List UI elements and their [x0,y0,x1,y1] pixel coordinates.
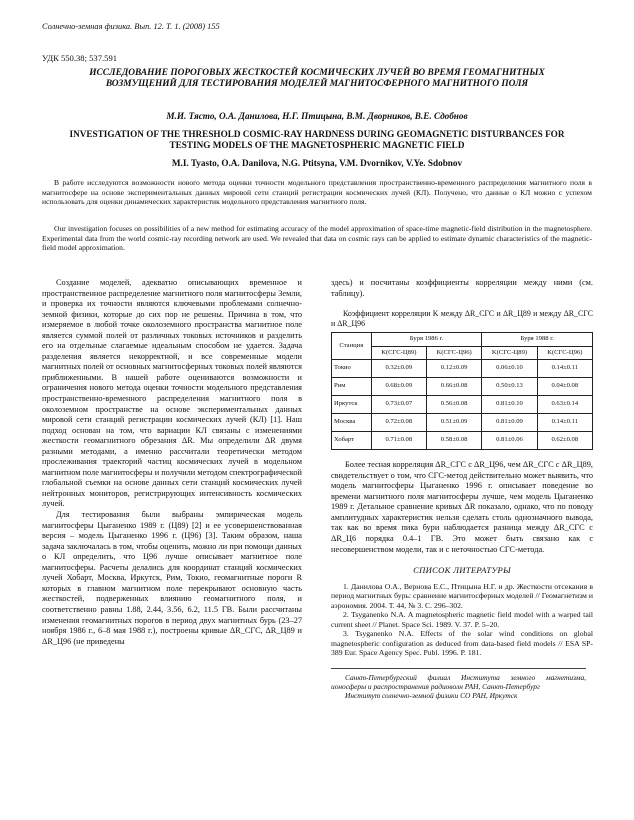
abstract-russian: В работе исследуются возможности нового метода оценки точности модельного представления пространственно-временного распределения магнитного поля в магнитосфере на основе экспериментальных данных мировой сети станций регистрации космических лучей (КЛ). Получено, что данные о КЛ можно с успехом использовать для оценки динамических характеристик модельного представления магнитного поля. [42,178,592,207]
reference-item: 2. Tsyganenko N.A. A magnetospheric magnetic field model with a warped tail current sheet // Planet. Space Sci. 1989. V. 37. P. 5–20. [331,610,593,629]
body-paragraph: Для тестирования были выбраны эмпирическая модель магнитосферы Цыганенко 1989 г. (Ц89) [2] и ее усовершенствованная версия – модель Цыганенко 1996 г. (Ц96) [3]. Таким образом, наша задача заключалась в том, чтобы оценить, можно ли при помощи данных о КЛ определить, что Ц96 лучше описывает магнитное поле магнитосферы. Расчеты делались для координат станций космических лучей Хобарт, Москва, Иркутск, Рим, Токио, геомагнитные пороги R которых в главном магнитном поле перекрывают основную часть жесткостей, подверженных влиянию геомагнитного поля, и соответственно равны 1.88, 2.44, 3.56, 6.2, 11.5 ГВ. Были рассчитаны изменения геомагнитных порогов в период двух магнитных бурь (23–27 ноября 1986 г., 6–8 мая 1988 г.), построены кривые ΔR_СГС, ΔR_Ц89 и ΔR_Ц96 (не приведены [42,510,302,646]
table-header-station: Станция [332,333,372,360]
station-cell: Иркутск [332,396,372,414]
value-cell: 0.81±0.06 [482,432,537,450]
value-cell: 0.68±0.09 [371,378,426,396]
value-cell: 0.72±0.08 [371,414,426,432]
affiliations [331,668,586,701]
station-cell: Токио [332,360,372,378]
table-col-header: K(СГС-Ц89) [482,346,537,360]
body-paragraph: Более тесная корреляция ΔR_СГС с ΔR_Ц96, чем ΔR_СГС с ΔR_Ц89, свидетельствует о том, что СГС-метод действительно может выявить, что модель магнитосферы Цыганенко 1996 г. описывает поведение во времени магнитного поля магнитосферы лучше, чем модель Цыганенко 1989 г. Детальное сравнение кривых ΔR показало, однако, что по поводу амплитудных характеристик нельзя сделать столь однозначного вывода, так как во время пика бури наблюдается разница между ΔR_СГС с ΔR_Ц6 порядка 0.4–1 ГВ. Это может быть связано как с несовершенством модели, так и с неточностью СГС-метода. [331,460,593,554]
value-cell: 0.14±0.11 [537,414,592,432]
value-cell: 0.32±0.09 [371,360,426,378]
table-row [332,414,593,432]
value-cell: 0.50±0.13 [482,378,537,396]
station-cell: Рим [332,378,372,396]
references-heading: СПИСОК ЛИТЕРАТУРЫ [413,565,511,576]
value-cell: 0.81±0.09 [482,414,537,432]
correlation-table [331,332,593,450]
value-cell: 0.62±0.08 [537,432,592,450]
table-row [332,396,593,414]
station-cell: Москва [332,414,372,432]
title-english: INVESTIGATION OF THE THRESHOLD COSMIC-RAY HARDNESS DURING GEOMAGNETIC DISTURBANCES FOR TESTING MODELS OF THE MAGNETOSPHERIC MAGNETIC FIELD [69,129,565,150]
body-paragraph: здесь) и посчитаны коэффициенты корреляции между ними (см. таблицу). [331,278,593,298]
table-caption: Коэффициент корреляции K между ΔR_СГС и ΔR_Ц89 и между ΔR_СГС и ΔR_Ц96 [331,309,593,329]
value-cell: 0.06±0.10 [482,360,537,378]
references-list [331,582,593,658]
reference-item: 1. Данилова О.А., Вернова Е.С., Птицына Н.Г. и др. Жесткости отсекания в период магнитных бурь: сравнение магнитосферных моделей // Геомагнетизм и аэрономия. 2004. Т. 44, № 3. С. 296–302. [331,581,593,610]
value-cell: 0.63±0.14 [537,396,592,414]
value-cell: 0.56±0.08 [426,396,481,414]
abstract-english: Our investigation focuses on possibilities of a new method for estimating accuracy of the model approximation of space-time magnetic-field distribution in the magnetosphere. Experimental data from the world cosmic-ray recording network are used. We revealed that data on cosmic rays can be applied to estimate dynamic characteristics of the magnetic-field model approximation. [42,224,592,253]
table-header-storm-1988: Буря 1988 г. [482,333,593,347]
value-cell: 0.14±0.11 [537,360,592,378]
authors-english: M.I. Tyasto, O.A. Danilova, N.G. Ptitsyna, V.M. Dvornikov, V.Ye. Sdobnov [171,158,463,168]
table-col-header: K(СГС-Ц96) [426,346,481,360]
affiliation-item: Институт солнечно-земной физики СО РАН, Иркутск [345,691,518,701]
value-cell: 0.71±0.08 [371,432,426,450]
table-col-header: K(СГС-Ц96) [537,346,592,360]
table-row [332,378,593,396]
affiliation-item: Санкт-Петербургский филиал Института земного магнетизма, ионосферы и распространения радиоволн РАН, Санкт-Петербург [331,672,586,691]
value-cell: 0.12±0.09 [426,360,481,378]
right-column [331,278,593,701]
table-header-storm-1986: Буря 1986 г. [371,333,482,347]
table-col-header: K(СГС-Ц89) [371,346,426,360]
reference-item: 3. Tsyganenko N.A. Effects of the solar wind conditions on global magnetospheric configuration as deduced from data-based field models // ESA SP-389 Eur. Space Agency Spec. Publ. 1996. P. 181. [331,629,593,658]
value-cell: 0.73±0.07 [371,396,426,414]
value-cell: 0.04±0.08 [537,378,592,396]
table-row [332,360,593,378]
left-column [42,278,302,647]
station-cell: Хобарт [332,432,372,450]
udc-code: УДК 550.38; 537.591 [42,53,118,63]
title-russian: ИССЛЕДОВАНИЕ ПОРОГОВЫХ ЖЕСТКОСТЕЙ КОСМИЧЕСКИХ ЛУЧЕЙ ВО ВРЕМЯ ГЕОМАГНИТНЫХ ВОЗМУЩЕНИЙ ДЛЯ ТЕСТИРОВАНИЯ МОДЕЛЕЙ МАГНИТОСФЕРНОГО МАГНИТНОГО ПОЛЯ [89,68,545,89]
table-row [332,432,593,450]
value-cell: 0.58±0.08 [426,432,481,450]
value-cell: 0.66±0.08 [426,378,481,396]
value-cell: 0.51±0.09 [426,414,481,432]
authors-russian: М.И. Тясто, О.А. Данилова, Н.Г. Птицына, В.М. Дворников, В.Е. Сдобнов [166,111,468,121]
body-paragraph: Создание моделей, адекватно описывающих временное и пространственное распределение магнитного поля магнитосферы Земли, и проверка их точности являются ключевыми проблемами солнечно-земной физики, которые до сих пор не решены. Причина в том, что измеряемое в любой точке околоземного пространства магнитное поле является суммой полей от различных токовых источников и разделить его на отдельные слагаемые идеальным способом не удается. Задача разделения является некорректной, и все современные модели магнитных полей от основных магнитосферных токовых полей являются приближенными. В нашей работе оцениваются возможности и ограничения нового метода оценки точности модельного представления пространственно-временного распределения магнитного поля в околоземном пространстве на основе экспериментальных данных мировой сети станций регистрации космических лучей (КЛ) [1]. Наш подход основан на том, что вариации КЛ связаны с изменениями жесткости геомагнитного обрезания ΔR. Мы определили ΔR двумя разными методами, а именно рассчитали теоретически методом прослеживания траекторий частиц космических лучей в модельном магнитном поле магнитосферы и получили методом спектрографической глобальной съемки на основе данных сети станций космических лучей нейтронных мониторов, регистрирующих интенсивность космических лучей. [42,278,302,509]
value-cell: 0.81±0.10 [482,396,537,414]
journal-header: Солнечно-земная физика. Вып. 12. Т. 1. (2008) 155 [42,22,220,31]
